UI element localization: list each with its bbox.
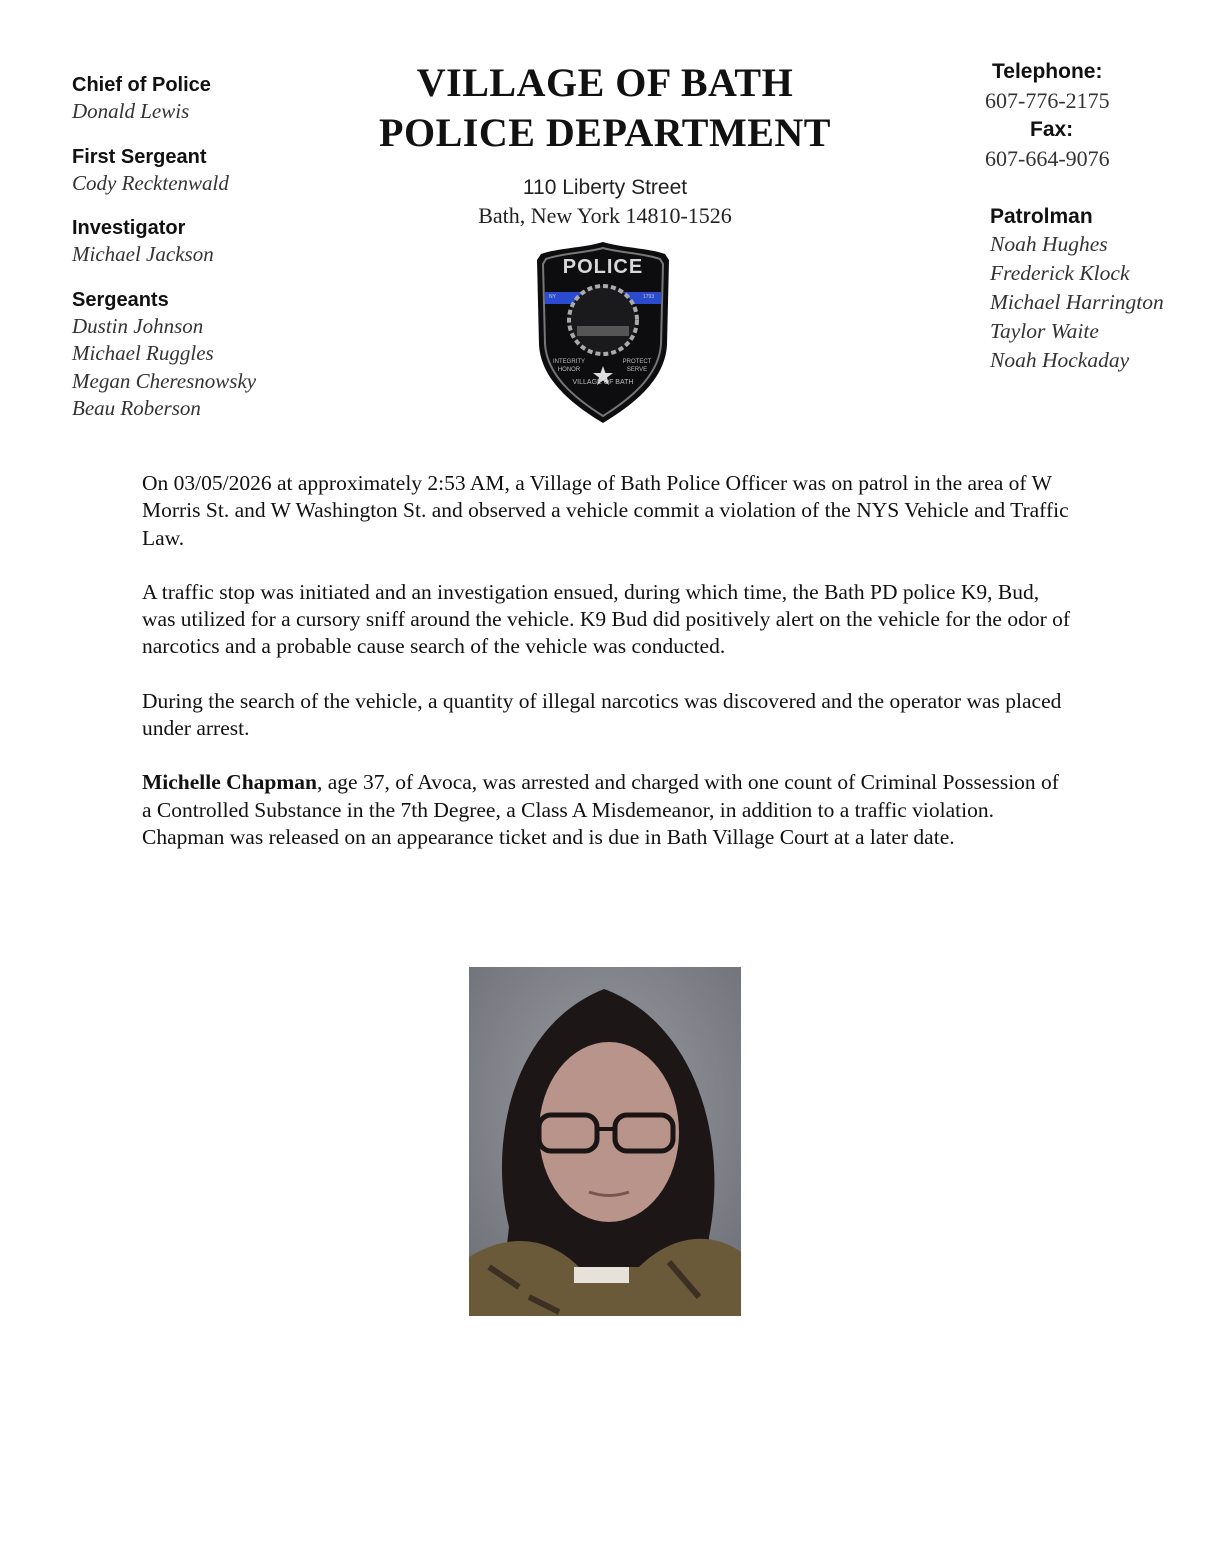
press-release-body [142,470,1072,878]
officer-name: Michael Ruggles [72,341,214,365]
department-title-line1: VILLAGE OF BATH [416,60,794,105]
command-staff-roster [72,72,362,441]
roster-group-sergeants [72,287,362,423]
badge-top-text: POLICE [562,256,644,278]
paragraph-search: During the search of the vehicle, a quantity of illegal narcotics was discovered and the operator was placed under arrest. [142,688,1062,741]
telephone-label: Telephone: [992,60,1103,83]
officer-name: Noah Hughes [990,232,1108,256]
role-label: First Sergeant [72,145,207,168]
telephone-number: 607-776-2175 [985,88,1110,113]
officer-name: Michael Harrington [990,290,1164,314]
badge-motto-left [547,358,591,374]
officer-name: Donald Lewis [72,99,190,123]
fax-label: Fax: [1030,118,1074,141]
role-label: Patrolman [990,205,1093,228]
roster-group-first-sergeant [72,144,362,198]
arrest-details: , age 37, of Avoca, was arrested and charged with one count of Criminal Possession of a Controlled Substance in the 7th Degree, a Class A Misdemeanor, in addition to a traffic violation. Chapman was released on an appearance ticket and is due in Bath Village Court at a later date. [142,770,1059,849]
role-label: Investigator [72,217,186,239]
badge-band-left: NY [549,294,556,300]
badge-motto-text: SERVE [626,367,648,373]
police-badge-icon [533,240,673,425]
arrestee-name: Michelle Chapman [142,770,317,795]
letterhead [340,58,870,230]
officer-name: Dustin Johnson [72,313,204,338]
officer-name: Beau Roberson [72,396,201,420]
arrestee-photo [469,967,741,1316]
officer-name: Megan Cheresnowsky [72,368,257,393]
badge-motto-right [615,358,659,374]
officer-name: Taylor Waite [990,319,1099,343]
paragraph-arrest [142,769,1072,851]
fax-number: 607-664-9076 [985,146,1110,171]
officer-name: Cody Recktenwald [72,170,229,195]
paragraph-incident: On 03/05/2026 at approximately 2:53 AM, a Village of Bath Police Officer was on patrol in the area of W Morris St. and W Washington St. and observed a vehicle commit a violation of the NYS Vehicle and Traffic Law. [142,471,1069,550]
role-label: Sergeants [72,288,169,311]
badge-motto-text: PROTECT [622,359,652,365]
badge-motto-text: INTEGRITY [552,359,585,365]
street-address: 110 Liberty Street [522,176,688,199]
department-title-line2: POLICE DEPARTMENT [379,110,831,155]
badge-band-right: 1793 [643,294,655,300]
officer-name: Noah Hockaday [990,348,1130,372]
city-state-zip: Bath, New York 14810-1526 [478,203,732,228]
roster-group-investigator [72,215,362,269]
paragraph-traffic-stop: A traffic stop was initiated and an investigation ensued, during which time, the Bath PD police K9, Bud, was utilized for a cursory sniff around the vehicle. K9 Bud did positively alert on the vehicle for the odor of narcotics and a probable cause search of the vehicle was conducted. [142,579,1071,659]
badge-motto-text: HONOR [557,367,581,373]
role-label: Chief of Police [72,74,211,96]
officer-name: Frederick Klock [990,261,1130,285]
badge-bottom-text: VILLAGE OF BATH [572,379,634,386]
roster-group-chief [72,72,362,126]
officer-name: Michael Jackson [72,242,214,266]
contact-and-patrol-roster [985,58,1200,375]
